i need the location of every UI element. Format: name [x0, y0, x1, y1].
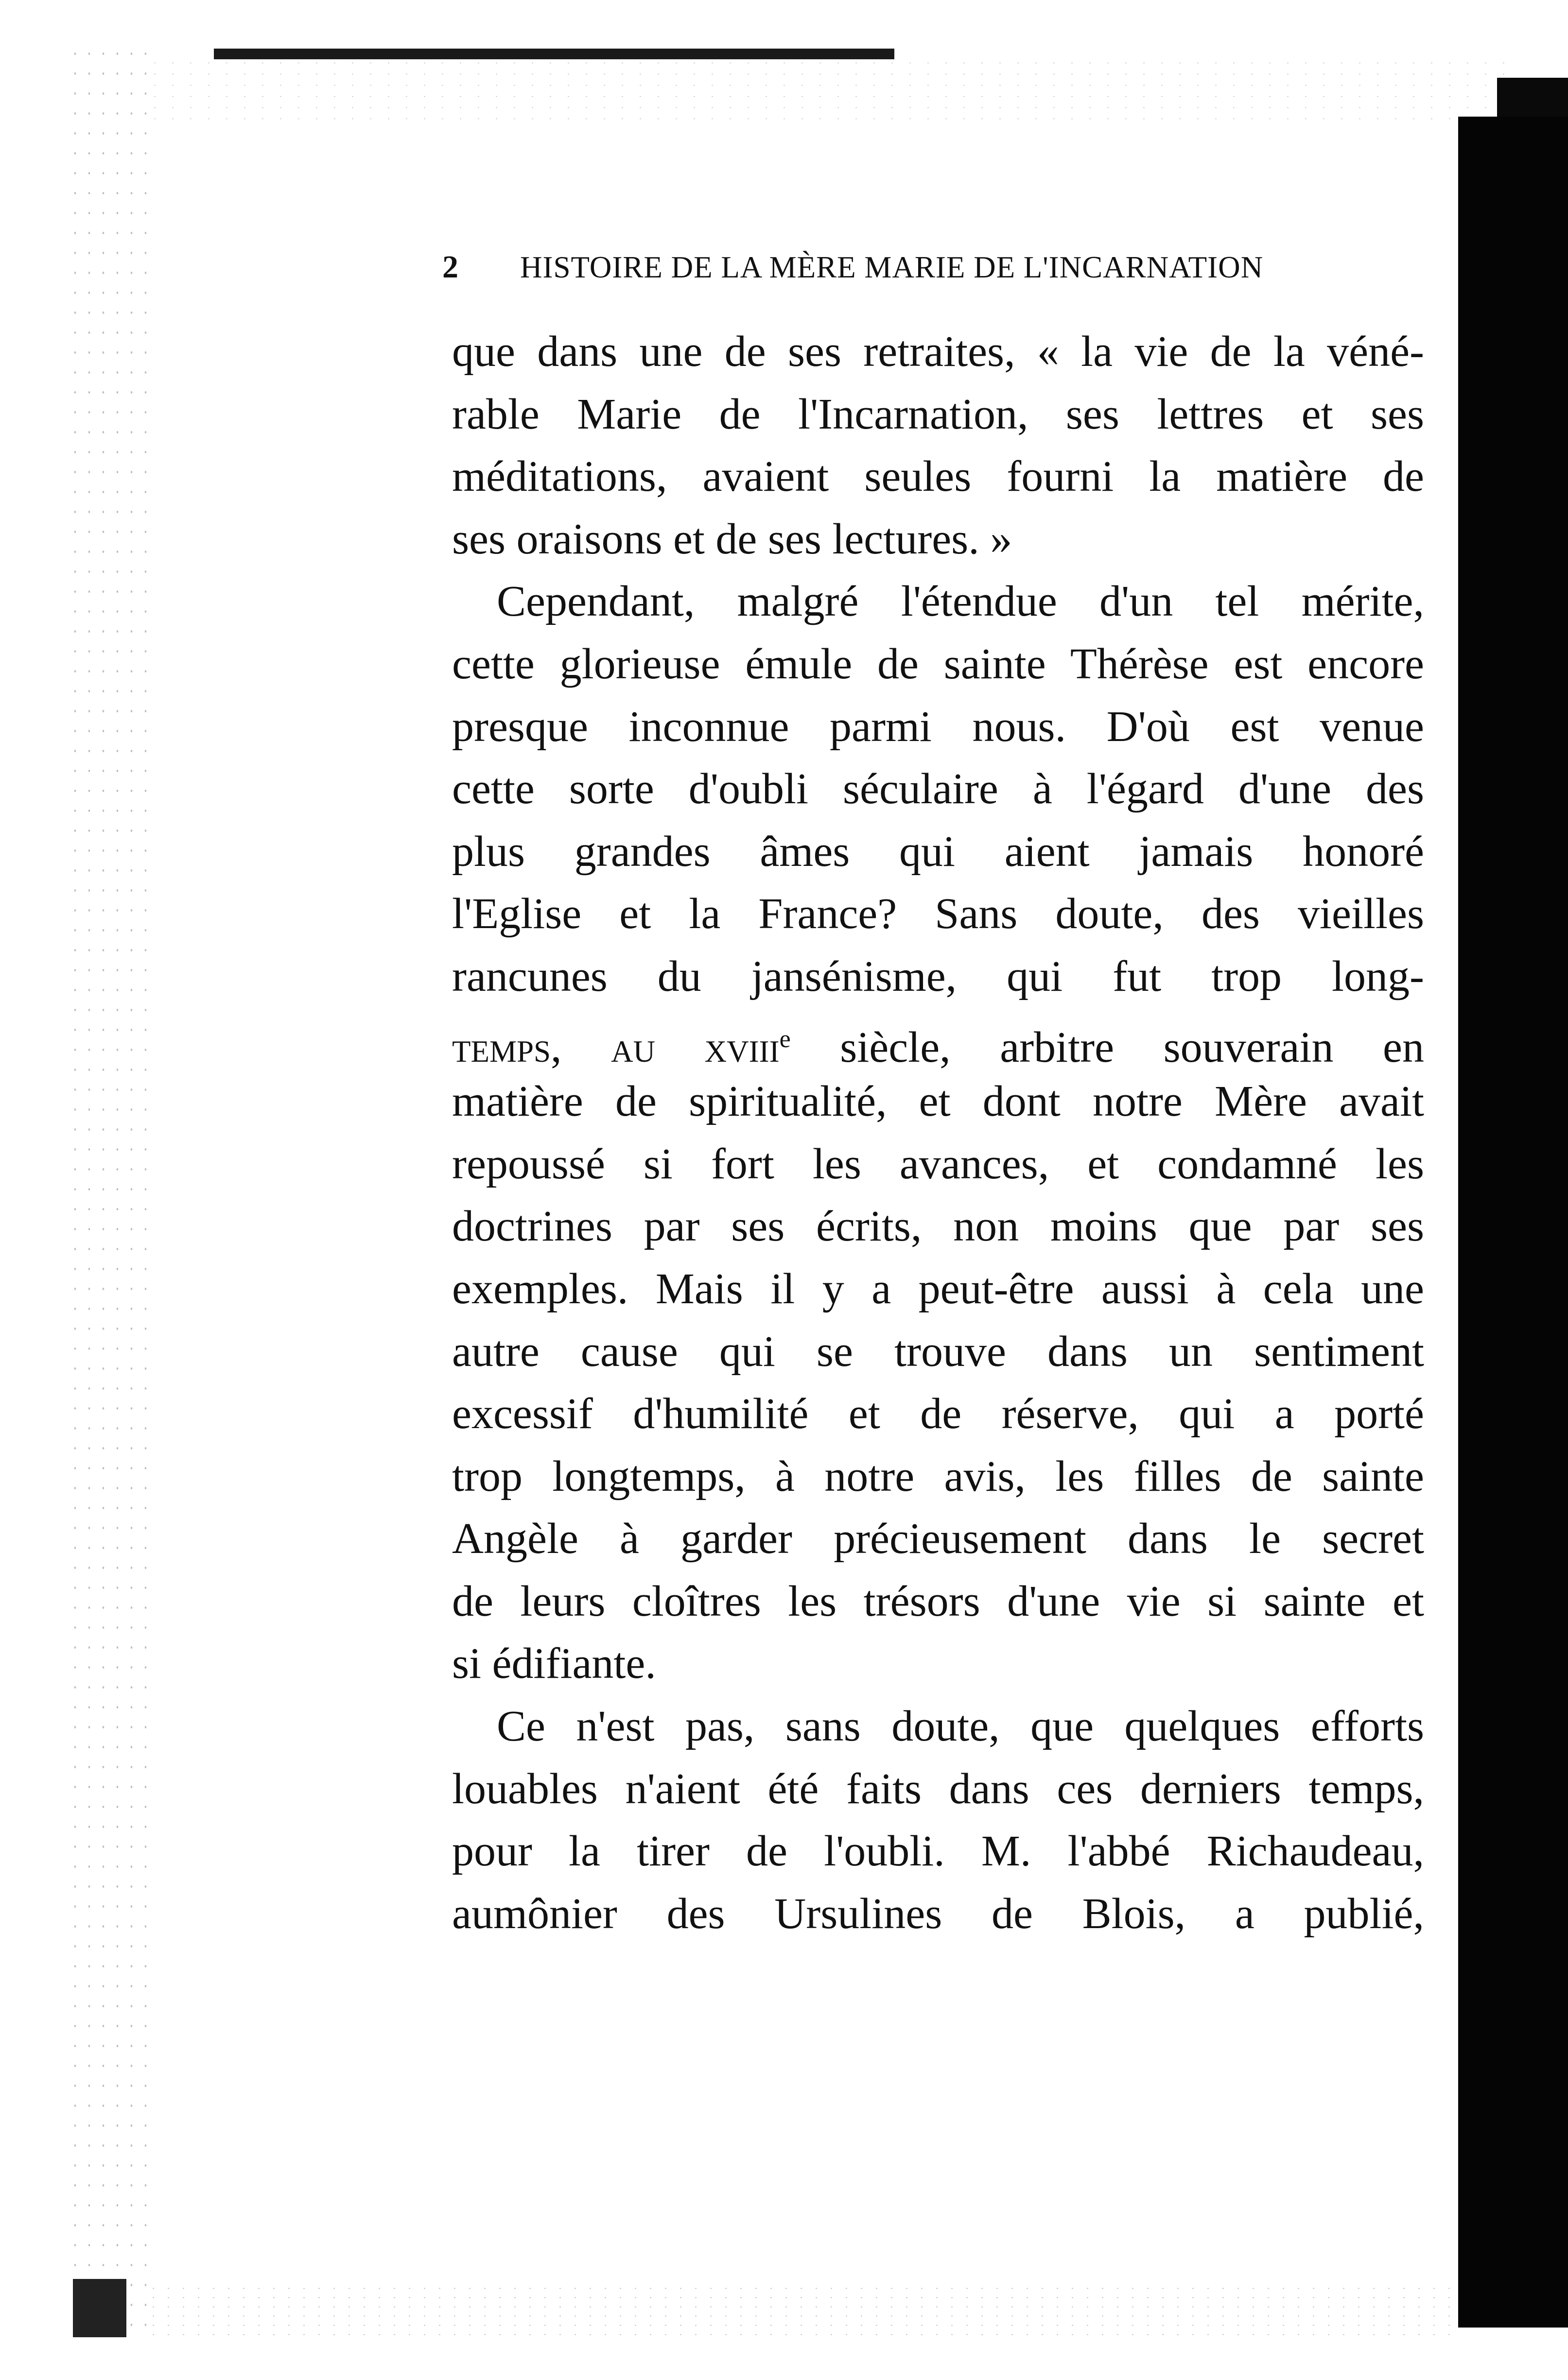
- century-roman-numeral: temps, au xviii: [452, 1023, 780, 1071]
- text-line: cette sorte d'oubli séculaire à l'égard d'une des: [452, 765, 1424, 813]
- text-line: Angèle à garder précieusement dans le secret: [452, 1515, 1424, 1563]
- text-line: excessif d'humilité et de réserve, qui a porté: [452, 1390, 1424, 1438]
- text-line: aumônier des Ursulines de Blois, a publié,: [452, 1889, 1424, 1938]
- text-line: autre cause qui se trouve dans un sentiment: [452, 1327, 1424, 1376]
- text-line: si édifiante.: [452, 1639, 656, 1688]
- text-line: rable Marie de l'Incarnation, ses lettres et ses: [452, 390, 1424, 438]
- scan-noise-bottom: [146, 2284, 1458, 2342]
- text-line: louables n'aient été faits dans ces derniers temps,: [452, 1764, 1424, 1813]
- scan-edge-right: [1458, 117, 1568, 2328]
- text-line: presque inconnue parmi nous. D'où est venue: [452, 702, 1424, 751]
- text-line: repoussé si fort les avances, et condamné les: [452, 1139, 1424, 1188]
- text-line: matière de spiritualité, et dont notre Mère avait: [452, 1077, 1424, 1126]
- text-line: l'Eglise et la France? Sans doute, des vieilles: [452, 890, 1424, 938]
- text-line-century: [452, 1008, 1424, 1071]
- text-line: doctrines par ses écrits, non moins que par ses: [452, 1202, 1424, 1251]
- text-line: plus grandes âmes qui aient jamais honoré: [452, 827, 1424, 876]
- text-line: exemples. Mais il y a peut-être aussi à cela une: [452, 1264, 1424, 1313]
- text-line: méditations, avaient seules fourni la matière de: [452, 452, 1424, 501]
- text-line: ses oraisons et de ses lectures. »: [452, 515, 1012, 563]
- text-line: Cependant, malgré l'étendue d'un tel mérite,: [497, 577, 1424, 626]
- body-text: [452, 321, 1424, 1945]
- text-line: de leurs cloîtres les trésors d'une vie si sainte et: [452, 1577, 1424, 1625]
- text-line: pour la tirer de l'oubli. M. l'abbé Richaudeau,: [452, 1827, 1424, 1876]
- page-header: [442, 243, 1356, 296]
- century-superscript: e: [779, 1025, 791, 1053]
- scan-noise-top: [146, 57, 1507, 125]
- scan-noise-left: [68, 44, 151, 2328]
- page-number: 2: [442, 249, 459, 285]
- scan-edge-right-top: [1497, 78, 1568, 121]
- text-line: cette glorieuse émule de sainte Thérèse est encore: [452, 639, 1424, 688]
- text-line: Ce n'est pas, sans doute, que quelques efforts: [497, 1702, 1424, 1751]
- text-line: que dans une de ses retraites, « la vie de la véné-: [452, 328, 1424, 376]
- text-line: trop longtemps, à notre avis, les filles de sainte: [452, 1452, 1424, 1500]
- scan-mark-bottom-left: [73, 2279, 126, 2337]
- running-title: HISTOIRE DE LA MÈRE MARIE DE L'INCARNATION: [520, 250, 1264, 284]
- century-line-rest: siècle, arbitre souverain en: [790, 1023, 1424, 1071]
- text-line: rancunes du jansénisme, qui fut trop long-: [452, 952, 1424, 1000]
